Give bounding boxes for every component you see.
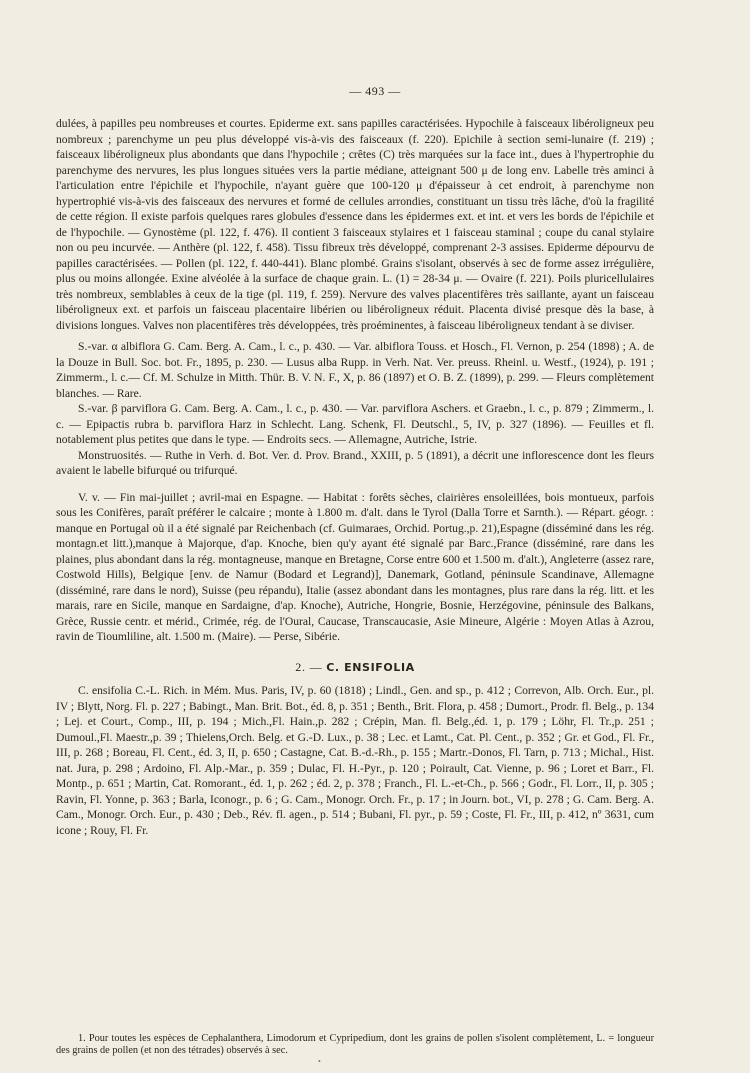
footnote	[56, 1033, 654, 1057]
paragraph-distribution: V. v. — Fin mai-juillet ; avril-mai en Espagne. — Habitat : forêts sèches, clairières ensoleillées, bois montueux, parfois sous les Conifères, paraît préférer le calcaire ; monte à 1.800 m. d'alt. dans le Tyrol (Dalla Torre et Sarnth.). — Répart. géogr. : manque en Portugal où il a été signalé par Reichenbach (cf. Guimaraes, Orchid. Portug.,p. 21),Espagne (disséminé dans les rég. montagn.et litt.),manque à Majorque, d'ap. Knoche, bien qu'y ayant été signalé par Barc.,France (disséminé, rare dans les plaines, plus abondant dans la rég. montagneuse, manque en Bretagne, Corse entre 600 et 1.500 m. d'alt.), Angleterre (assez rare, Costwold Hills), Belgique [env. de Namur (Bodard et Legrand)], Danemark, Gotland, péninsule Scandinave, Allemagne (disséminé, rare dans le nord), Suisse (peu répandu), Italie (assez abondant dans les montagnes, plus rare dans la rég. litt. et les marais, rare en Sicile, manque en Sardaigne, d'ap. Knoche), Autriche, Hongrie, Bosnie, Herzégovine, péninsule des Balkans, Grèce, Russie centr. et mérid., Crimée, rég. de l'Oural, Caucase, Transcaucasie, Asie Mineure, Algérie : Moyen Atlas à Azrou, ravin de Tioumliline, alt. 1.500 m. (Maire). — Perse, Sibérie.	[56, 490, 654, 643]
paragraph-albiflora: S.-var. α albiflora G. Cam. Berg. A. Cam., l. c., p. 430. — Var. albiflora Touss. et Hosch., Fl. Vernon, p. 254 (1898) ; A. de la Douze in Bull. Soc. bot. Fr., 1895, p. 230. — Lusus alba Rupp. in Verh. Nat. Ver. preuss. Rheinl. u. Westf., (1924), p. 191 ; Zimmerm., l. c.— Cf. M. Schulze in Mitth. Thür. B. V. N. F., X, p. 86 (1897) et O. B. Z. (1899), p. 299. — Fleurs complètement blanches. — Rare.	[56, 340, 654, 400]
section-heading	[56, 660, 654, 676]
main-text	[56, 116, 654, 838]
section-title: C. ENSIFOLIA	[326, 660, 415, 674]
footnote-text: 1. Pour toutes les espèces de Cephalanthera, Limodorum et Cypripedium, dont les grains de pollen s'isolent complètement, L. = longueur des grains de pollen (et non des tétrades) observés à sec.	[56, 1033, 654, 1056]
paragraph-parviflora: S.-var. β parviflora G. Cam. Berg. A. Cam., l. c., p. 430. — Var. parviflora Aschers. et Graebn., l. c., p. 879 ; Zimmerm., l. c. — Epipactis rubra b. parviflora Harz in Schlecht. Lang. Schenk, Fl. Deutschl., 5, IV, p. 327 (1896). — Feuilles et fl. notablement plus petites que dans le type. — Endroits secs. — Allemagne, Autriche, Istrie.	[56, 402, 654, 446]
section-number: 2. —	[295, 659, 327, 674]
paragraph-anatomy: dulées, à papilles peu nombreuses et courtes. Epiderme ext. sans papilles caractérisées. Hypochile à faisceaux libéroligneux peu nombreux ; parenchyme un peu plus développé vis-à-vis des faisceaux (f. 220). Epichile à section semi-lunaire (f. 219) ; faisceaux libéroligneux plus abondants que dans l'hypochile ; crêtes (C) très marquées sur la face int., dues à l'hypertrophie du parenchyme des nervures, les plus longues situées vers la partie médiane, atteignant 500 μ de long env. Labelle très aminci à l'articulation entre l'épichile et l'hypochile, n'ayant guère que 100-120 μ d'épaisseur à cet endroit, à parenchyme non hypertrophié vis-à-vis des faisceaux des nervures et formé de cellules arrondies, constituant un tissu très lâche, d'où la fragilité de cette région. Il existe parfois quelques rares globules d'essence dans les épidermes ext. et int. et vers les bords de l'épichile et de l'hypochile. — Gynostème (pl. 122, f. 476). Il contient 3 faisceaux stylaires et 1 faisceau staminal ; coupe du canal stylaire non ou peu incurvée. — Anthère (pl. 122, f. 458). Tissu fibreux très développé, comprenant 2-3 assises. Epiderme dépourvu de papilles caractérisées. — Pollen (pl. 122, f. 440-441). Blanc plombé. Grains s'isolant, observés à sec de forme assez irrégulière, plus ou moins allongée. Exine alvéolée à la surface de chaque grain. L. (1) = 28-34 μ. — Ovaire (f. 221). Poils pluricellulaires très nombreux, semblables à ceux de la tige (pl. 119, f. 259). Nervure des valves placentifères très saillante, ayant un faisceau libéroligneux ext. et parfois un faisceau placentaire libérien ou libéroligneux réduit. Placenta divisé presque dès la base, à divisions longues. Valves non placentifères très développées, très proéminentes, à faisceau libéroligneux tendant à se diviser.	[56, 117, 654, 332]
paragraph-synonymy: C. ensifolia C.-L. Rich. in Mém. Mus. Paris, IV, p. 60 (1818) ; Lindl., Gen. and sp., p. 412 ; Correvon, Alb. Orch. Eur., pl. IV ; Blytt, Norg. Fl. p. 227 ; Babingt., Man. Brit. Bot., éd. 8, p. 351 ; Benth., Brit. Flora, p. 458 ; Dumort., Prodr. fl. Belg., p. 134 ; Lej. et Court., Comp., III, p. 194 ; Mich.,Fl. Hain.,p. 282 ; Crépin, Man. fl. Belg.,éd. 1, p. 179 ; Löhr, Fl. Tr.,p. 251 ; Dumoul.,Fl. Maestr.,p. 39 ; Thielens,Orch. Belg. et G.-D. Lux., p. 38 ; Lec. et Lamt., Cat. Pl. Cent., p. 352 ; Gr. et God., Fl. Fr., III, p. 268 ; Boreau, Fl. Cent., éd. 3, II, p. 650 ; Castagne, Cat. B.-d.-Rh., p. 155 ; Martr.-Donos, Fl. Tarn, p. 713 ; Michal., Hist. nat. Jura, p. 298 ; Ardoino, Fl. Alp.-Mar., p. 359 ; Dulac, Fl. H.-Pyr., p. 120 ; Poirault, Cat. Vienne, p. 96 ; Loret et Barr., Fl. Montp., p. 651 ; Martin, Cat. Romorant., éd. 1, p. 262 ; éd. 2, p. 378 ; Franch., Fl. L.-et-Ch., p. 566 ; Godr., Fl. Lorr., II, p. 305 ; Ravin, Fl. Yonne, p. 363 ; Barla, Iconogr., p. 6 ; G. Cam., Monogr. Orch. Fr., p. 17 ; in Journ. bot., VI, p. 278 ; G. Cam. Berg. A. Cam., Monogr. Orch. Eur., p. 430 ; Deb., Rév. fl. agen., p. 514 ; Bubani, Fl. pyr., p. 59 ; Coste, Fl. Fr., III, p. 412, nº 3631, cum icone ; Rouy, Fl. Fr.	[56, 684, 654, 837]
printer-mark: •	[318, 1057, 321, 1066]
page-number: — 493 —	[349, 84, 401, 98]
paragraph-monstruosites: Monstruosités. — Ruthe in Verh. d. Bot. Ver. d. Prov. Brand., XXIII, p. 5 (1891), a décrit une inflorescence dont les fleurs avaient le labelle bifurqué ou trifurqué.	[56, 448, 654, 477]
